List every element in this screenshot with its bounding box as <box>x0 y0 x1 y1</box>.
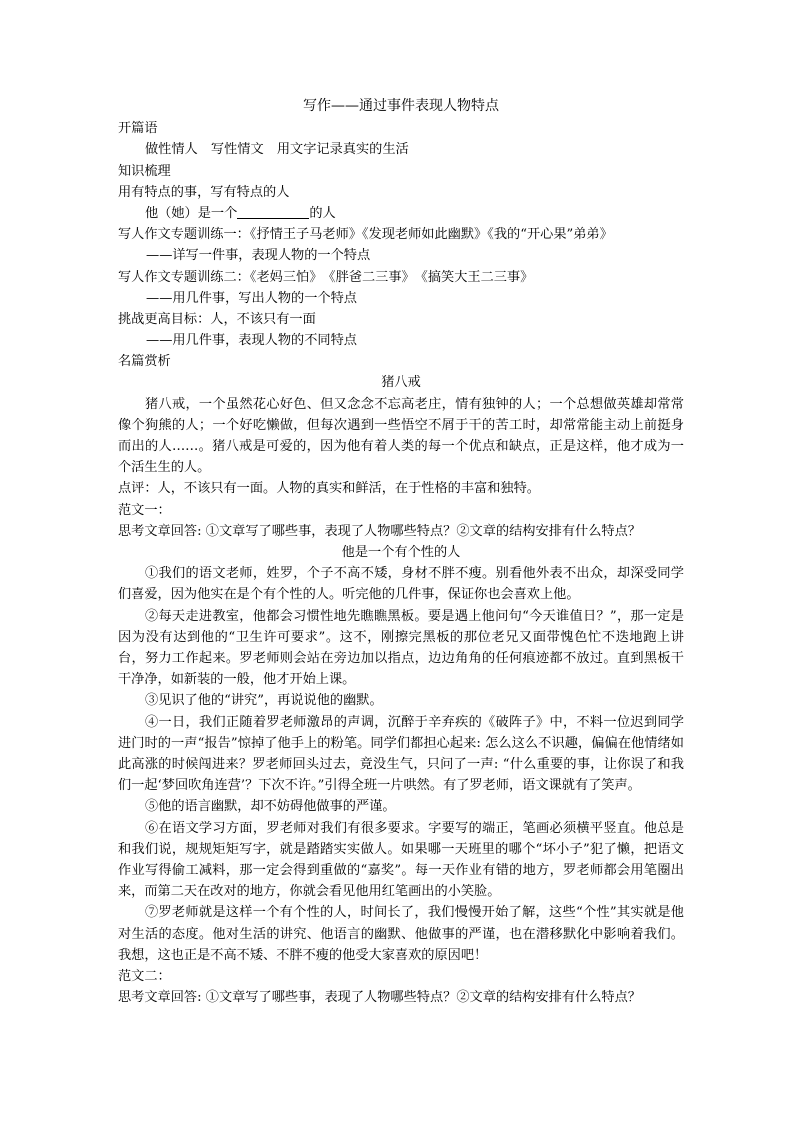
knowledge-line-1: 用有特点的事，写有特点的人 <box>118 184 290 200</box>
sample1-paragraph-2: ②每天走进教室，他都会习惯性地先瞧瞧黑板。要是遇上他问句“今天谁值日？”，那一定是因为没有达到他的“卫生许可要求”。这不，刚擦完黑板的那位老兄又面带愧色忙不迭地跑上讲台，努力工作起来。罗老师则会站在旁边加以指点，边边角角的任何痕迹都不放过。直到黑板干干净净，如新装的一般，他才开始上课。 <box>118 608 684 688</box>
sample1-paragraph-3: ③见识了他的“讲究”，再说说他的幽默。 <box>145 693 383 709</box>
sample2-question: 思考文章回答: ①文章写了哪些事，表现了人物哪些特点？②文章的结构安排有什么特点？ <box>118 990 641 1006</box>
sample1-paragraph-7: ⑦罗老师就是这样一个有个性的人，时间长了，我们慢慢开始了解，这些“个性”其实就是他对生活的态度。他对生活的讲究、他语言的幽默、他做事的严谨，也在潜移默化中影响着我们。我想，这也正是不高不矮、不胖不瘦的他受大家喜欢的原因吧！ <box>118 905 684 963</box>
knowledge-line-8: ——用几件事，表现人物的不同特点 <box>146 333 357 349</box>
sample1-paragraph-5: ⑤他的语言幽默，却不妨碍他做事的严谨。 <box>145 799 396 815</box>
knowledge-line-2 <box>118 203 684 224</box>
piece-paragraph: 猪八戒，一个虽然花心好色、但又念念不忘高老庄，情有独钟的人；一个总想做英雄却常常像个狗熊的人；一个好吃懒做，但每次遇到一些悟空不屑于干的苦工时，却常常能主动上前挺身而出的人……。猪八戒是可爱的，因为他有着人类的每一个优点和缺点，正是这样，他才成为一个活生生的人。 <box>118 396 684 476</box>
knowledge-line-7: 挑战更高目标：人，不该只有一面 <box>118 311 316 327</box>
knowledge-line-4: ——详写一件事，表现人物的一个特点 <box>146 248 371 264</box>
intro-line: 做性情人 写性情文 用文字记录真实的生活 <box>145 142 409 158</box>
knowledge-line-3: 写人作文专题训练一：《抒情王子马老师》《发现老师如此幽默》《我的“开心果”弟弟》 <box>118 227 613 243</box>
document-page <box>118 96 684 1008</box>
sample1-paragraph-6: ⑥在语文学习方面，罗老师对我们有很多要求。字要写的端正，笔画必须横平竖直。他总是和我们说，规规矩矩写字，就是踏踏实实做人。如果哪一天班里的哪个“坏小子”犯了懒，把语文作业写得偷工减料，那一定会得到重做的“嘉奖”。每一天作业有错的地方，罗老师都会用笔圈出来，而第二天在改对的地方，你就会看见他用红笔画出的小笑脸。 <box>118 820 684 900</box>
sample1-paragraph-1: ①我们的语文老师，姓罗，个子不高不矮，身材不胖不瘦。别看他外表不出众，却深受同学们喜爱，因为他实在是个有个性的人。听完他的几件事，保证你也会喜欢上他。 <box>118 566 684 603</box>
sample1-title: 他是一个有个性的人 <box>341 545 461 560</box>
sample2-heading: 范文二： <box>118 969 171 985</box>
knowledge-line-2-post: 的人 <box>309 205 336 221</box>
knowledge-line-6: ——用几件事，写出人物的一个特点 <box>146 290 357 306</box>
fill-blank <box>237 204 309 219</box>
sample1-paragraph-4: ④一日，我们正随着罗老师激昂的声调，沉醉于辛弃疾的《破阵子》中，不料一位迟到同学进门时的一声“报告”惊掉了他手上的粉笔。同学们都担心起来: 怎么这么不识趣，偏偏在他情绪如此高涨的时候闯进来？罗老师回头过去，竟没生气，只问了一声: “什么重要的事，让你误了和我们一起‘梦回吹角连营’？下次不许。”引得全班一片哄然。有了罗老师，语文课就有了笑声。 <box>118 714 684 794</box>
sample1-heading: 范文一： <box>118 502 171 518</box>
comment: 点评：人，不该只有一面。人物的真实和鲜活，在于性格的丰富和独特。 <box>118 481 540 497</box>
intro-heading: 开篇语 <box>118 121 158 137</box>
knowledge-line-2-pre: 他（她）是一个 <box>145 205 238 221</box>
document-title: 写作——通过事件表现人物特点 <box>303 98 499 114</box>
sample1-question: 思考文章回答: ①文章写了哪些事，表现了人物哪些特点？②文章的结构安排有什么特点？ <box>118 523 641 539</box>
appreciation-heading: 名篇赏析 <box>118 354 171 370</box>
knowledge-line-5: 写人作文专题训练二：《老妈三怕》 《胖爸二三事》 《搞笑大王二三事》 <box>118 269 534 285</box>
piece-title: 猪八戒 <box>381 375 421 391</box>
knowledge-heading: 知识梳理 <box>118 163 171 179</box>
